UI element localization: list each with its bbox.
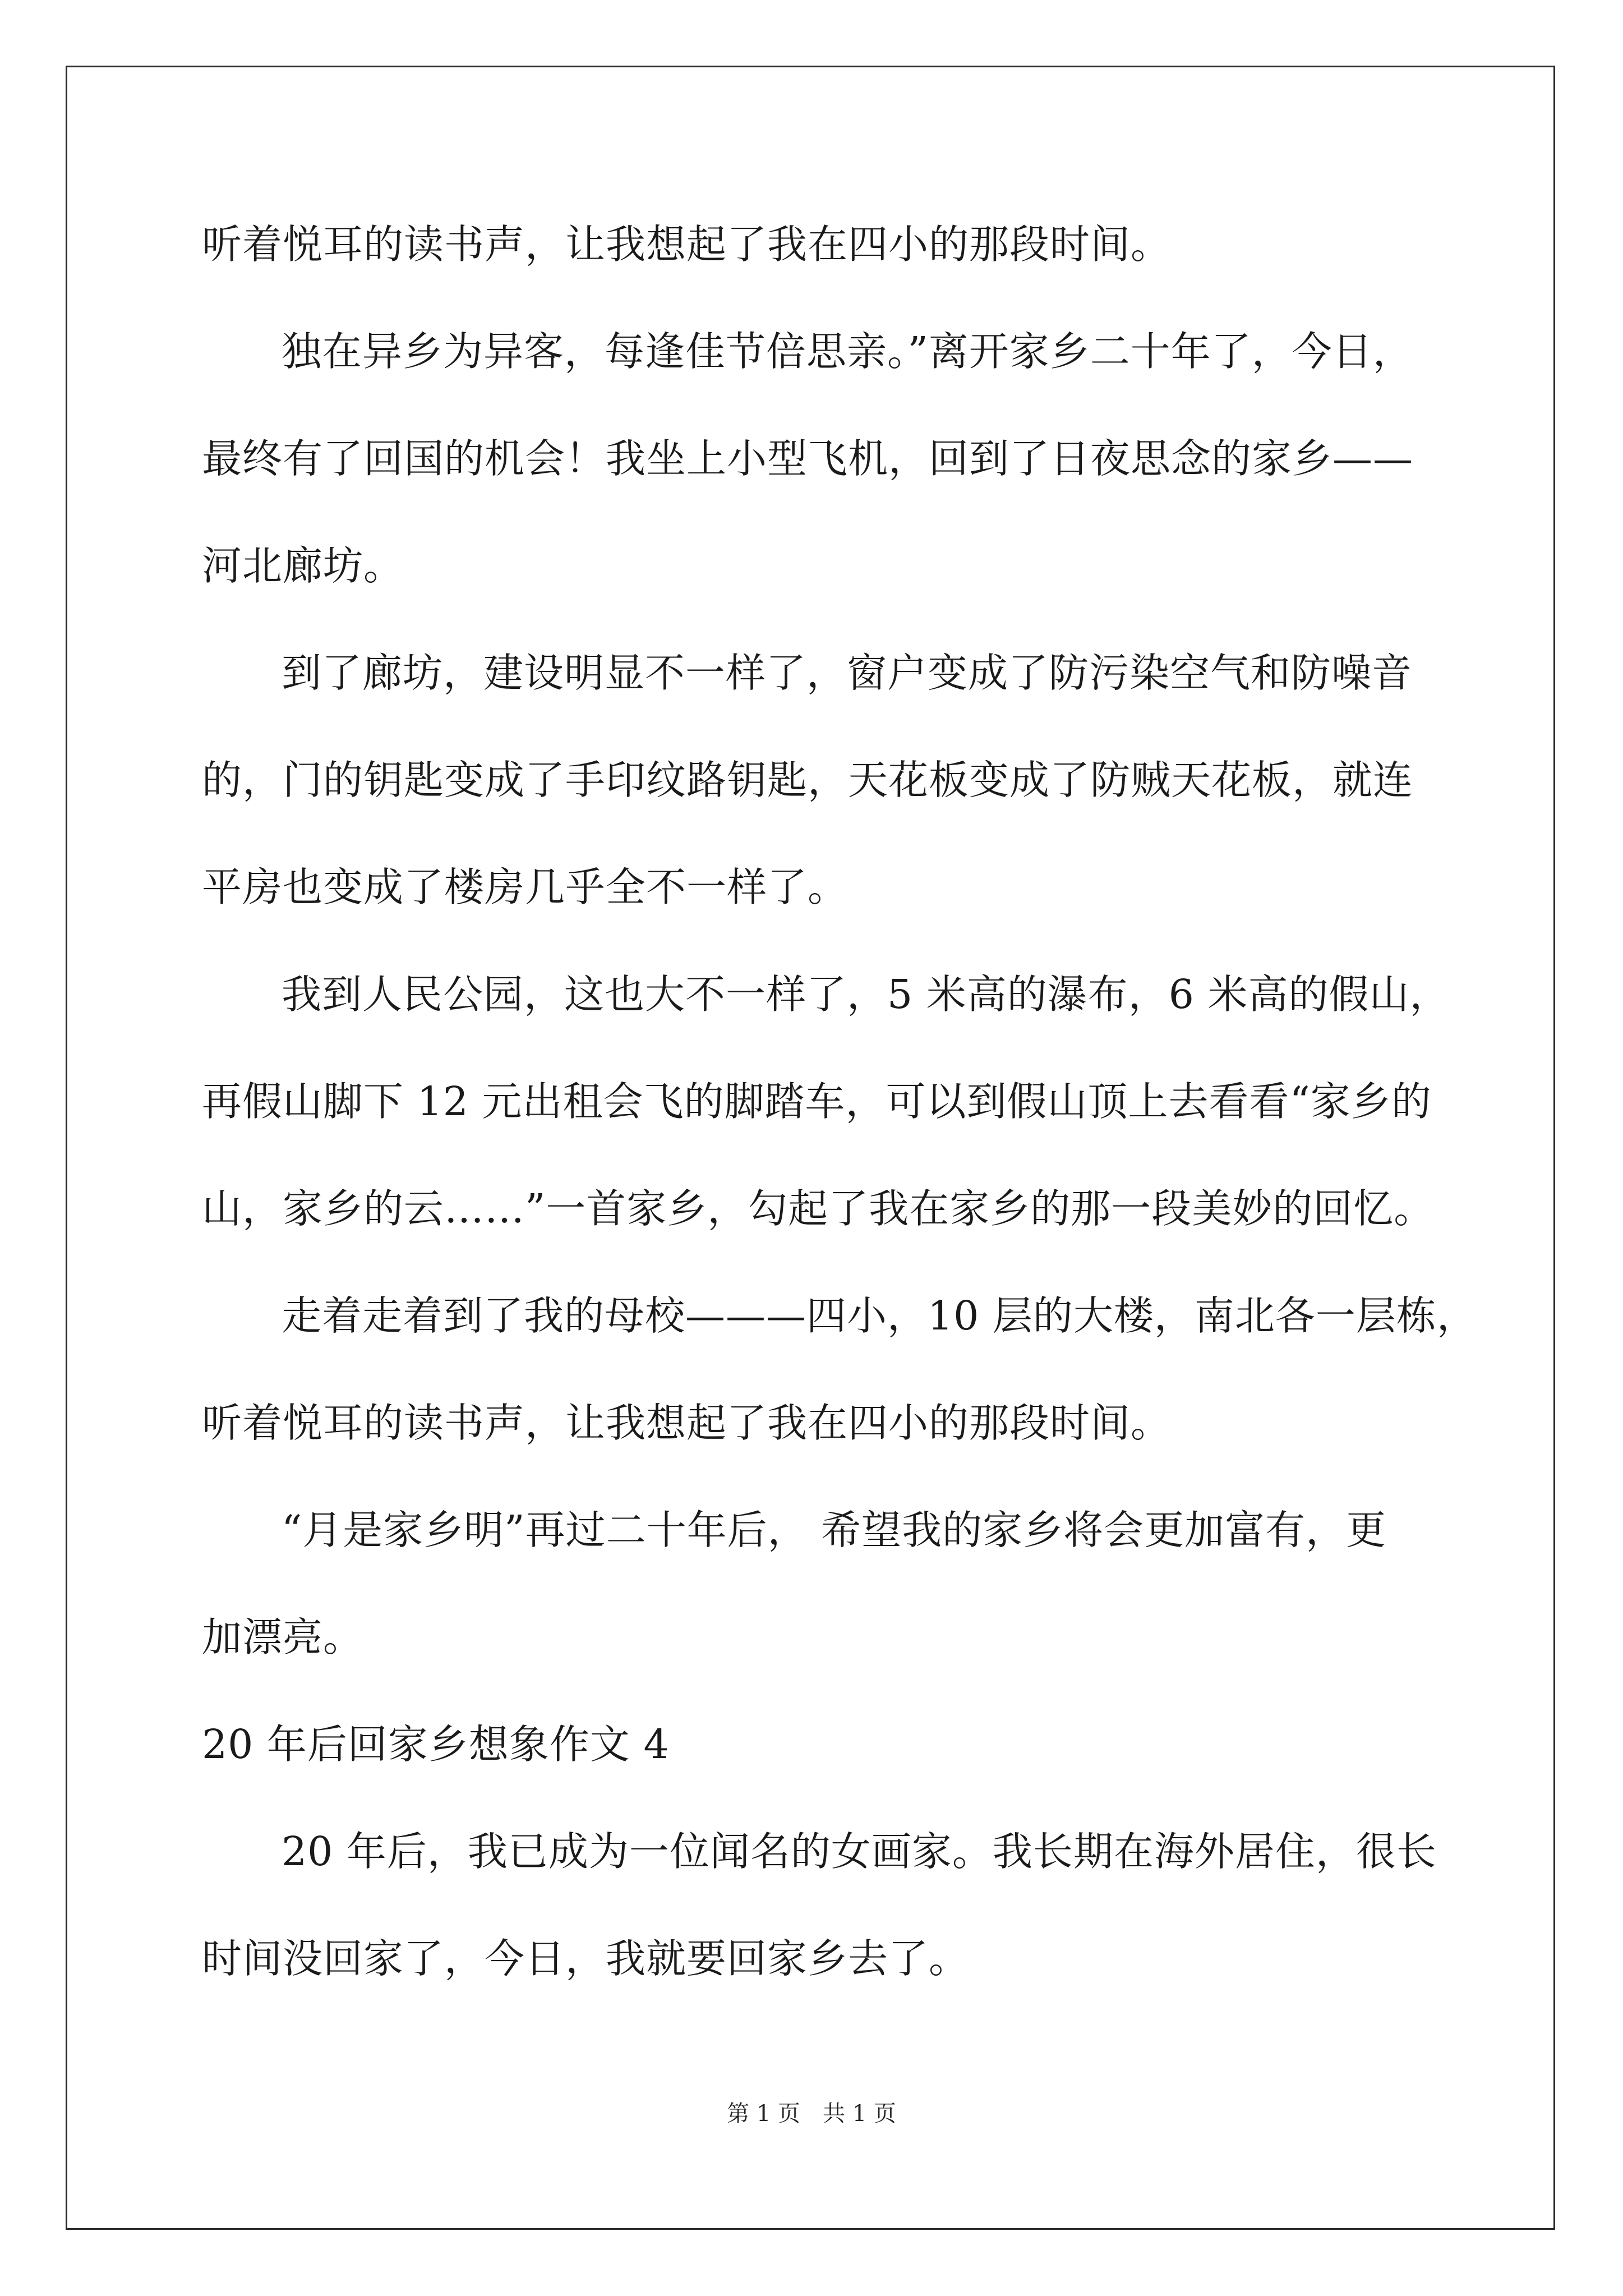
text-line: 山，家乡的云……”一首家乡，勾起了我在家乡的那一段美妙的回忆。 (202, 1185, 1435, 1232)
text-line: 再假山脚下 12 元出租会飞的脚踏车，可以到假山顶上去看看“家乡的 (202, 1078, 1432, 1125)
text-line: 河北廊坊。 (202, 542, 404, 589)
text-line: 的，门的钥匙变成了手印纹路钥匙，天花板变成了防贼天花板，就连 (202, 757, 1414, 803)
text-line: 最终有了回国的机会！我坐上小型飞机，回到了日夜思念的家乡—— (202, 435, 1414, 482)
text-line: 到了廊坊，建设明显不一样了，窗户变成了防污染空气和防噪音 (282, 650, 1413, 696)
text-line: 我到人民公园，这也大不一样了，5 米高的瀑布，6 米高的假山， (282, 971, 1450, 1018)
text-line: 时间没回家了，今日，我就要回家乡去了。 (202, 1935, 970, 1982)
text-line: “月是家乡明”再过二十年后， 希望我的家乡将会更加富有，更 (282, 1507, 1387, 1553)
text-line: 20 年后，我已成为一位闻名的女画家。我长期在海外居住，很长 (282, 1828, 1437, 1875)
text-line: 听着悦耳的读书声，让我想起了我在四小的那段时间。 (202, 221, 1172, 268)
section-heading: 20 年后回家乡想象作文 4 (202, 1721, 670, 1768)
text-line: 平房也变成了楼房几乎全不一样了。 (202, 864, 849, 910)
text-line: 走着走着到了我的母校———四小，10 层的大楼，南北各一层栋， (282, 1292, 1477, 1339)
text-line: 加漂亮。 (202, 1614, 364, 1660)
document-body (202, 191, 1477, 2012)
page-footer: 第 1 页 共 1 页 (727, 2101, 896, 2127)
text-line: 独在异乡为异客，每逢佳节倍思亲。”离开家乡二十年了，今日， (282, 328, 1413, 375)
text-line: 听着悦耳的读书声，让我想起了我在四小的那段时间。 (202, 1400, 1172, 1446)
